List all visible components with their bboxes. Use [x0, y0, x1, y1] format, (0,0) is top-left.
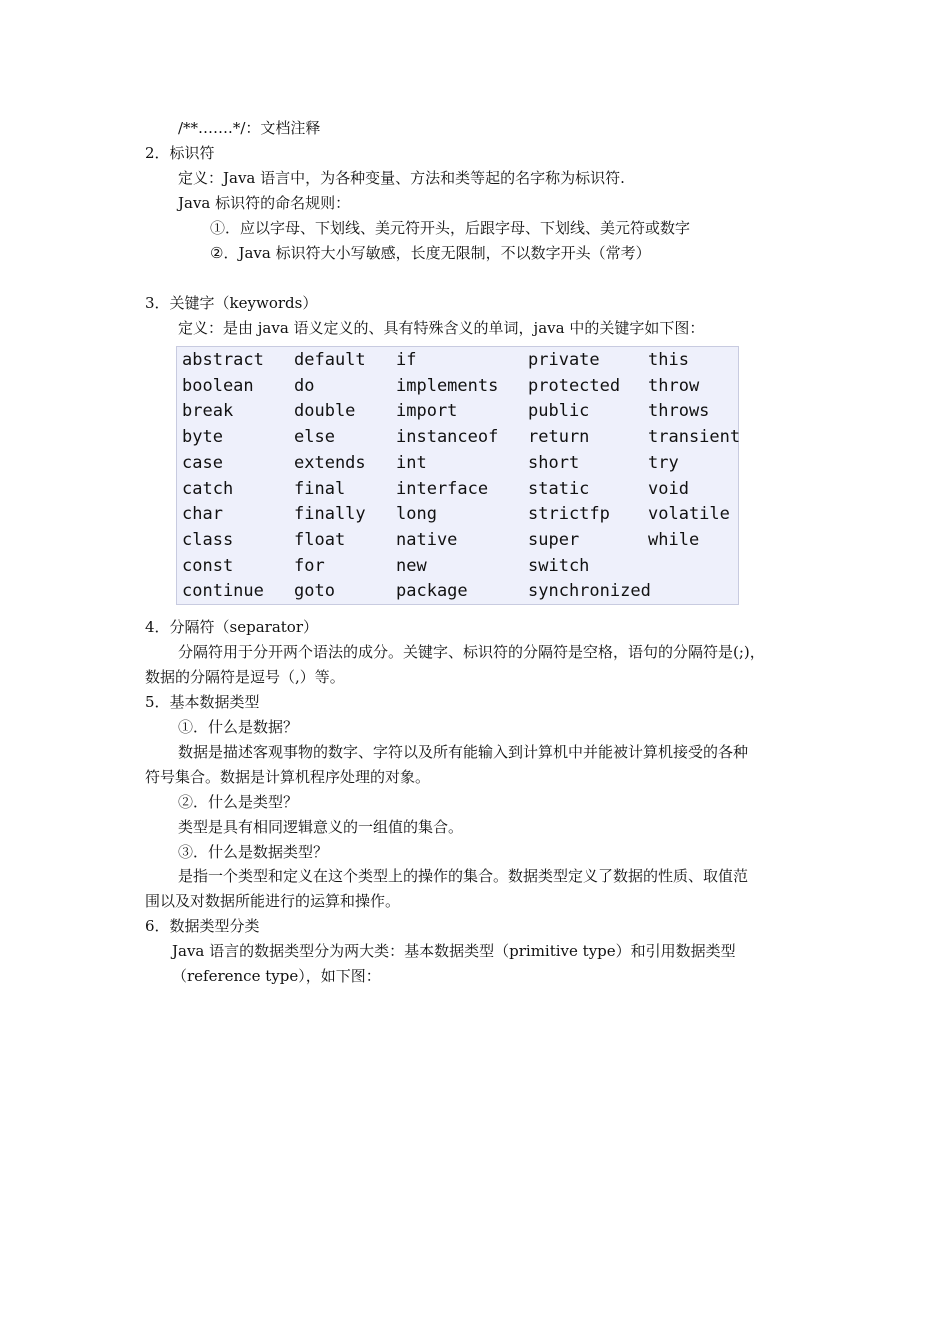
keyword-cell: else	[294, 427, 335, 448]
section-heading-keywords: 3．关键字（keywords）	[145, 294, 318, 312]
keyword-cell: interface	[396, 478, 489, 499]
keyword-cell: this	[648, 350, 689, 370]
data-type-definition-cont: 围以及对数据所能进行的运算和操作。	[145, 892, 401, 910]
section-heading-type-classification: 6．数据类型分类	[145, 917, 260, 935]
keyword-cell: if	[396, 350, 417, 370]
keyword-cell: public	[528, 401, 590, 422]
keyword-cell: int	[396, 452, 427, 473]
doc-comment-line: /**…….*/：文档注释	[178, 119, 321, 137]
keyword-cell: strictfp	[528, 504, 610, 525]
keyword-cell: abstract	[182, 350, 264, 370]
data-type-definition: 是指一个类型和定义在这个类型上的操作的集合。数据类型定义了数据的性质、取值范	[178, 867, 749, 885]
keyword-cell: instanceof	[396, 427, 499, 448]
keyword-cell: break	[182, 401, 234, 422]
keyword-cell: static	[528, 478, 590, 499]
keyword-cell: for	[294, 555, 325, 576]
keyword-cell: const	[182, 555, 234, 576]
keyword-cell: protected	[528, 375, 621, 396]
keyword-cell: final	[294, 478, 346, 499]
keyword-cell: try	[648, 452, 679, 473]
identifier-rule-2: ②．Java 标识符大小写敏感，长度无限制，不以数字开头（常考）	[210, 244, 651, 262]
classification-paragraph-cont: （reference type），如下图：	[172, 967, 381, 985]
keyword-cell: import	[396, 401, 458, 422]
keyword-cell: case	[182, 452, 223, 473]
keyword-cell: package	[396, 581, 468, 602]
keyword-cell: private	[528, 350, 600, 370]
keyword-cell: implements	[396, 375, 499, 396]
keywords-definition: 定义：是由 java 语义定义的、具有特殊含义的单词，java 中的关键字如下图：	[178, 319, 705, 337]
data-definition-cont: 符号集合。数据是计算机程序处理的对象。	[145, 768, 431, 786]
keyword-cell: float	[294, 529, 346, 550]
keyword-cell: short	[528, 452, 580, 473]
keyword-cell: boolean	[182, 375, 254, 396]
keyword-cell: transient	[648, 427, 741, 448]
keyword-cell: byte	[182, 427, 223, 448]
separator-paragraph-cont: 数据的分隔符是逗号（,）等。	[145, 668, 345, 686]
type-definition: 类型是具有相同逻辑意义的一组值的集合。	[178, 818, 464, 836]
keyword-cell: finally	[294, 504, 366, 525]
keyword-cell: synchronized	[528, 581, 651, 602]
keyword-cell: extends	[294, 452, 366, 473]
keyword-cell: double	[294, 401, 356, 422]
keyword-cell: return	[528, 427, 590, 448]
section-heading-identifier: 2．标识符	[145, 144, 215, 162]
keyword-cell: goto	[294, 581, 335, 602]
keywords-table	[176, 346, 739, 605]
question-what-is-type: ②．什么是类型？	[178, 793, 299, 811]
classification-paragraph: Java 语言的数据类型分为两大类：基本数据类型（primitive type）和引用数据类型	[172, 942, 736, 960]
section-heading-basic-types: 5．基本数据类型	[145, 693, 260, 711]
keyword-cell: throws	[648, 401, 710, 422]
keyword-cell: volatile	[648, 504, 730, 525]
separator-paragraph: 分隔符用于分开两个语法的成分。关键字、标识符的分隔符是空格，语句的分隔符是(;)，	[178, 643, 765, 661]
keyword-cell: native	[396, 529, 458, 550]
section-heading-separator: 4．分隔符（separator）	[145, 618, 319, 636]
keyword-cell: new	[396, 555, 427, 576]
keyword-cell: throw	[648, 375, 700, 396]
question-what-is-data-type: ③．什么是数据类型？	[178, 843, 329, 861]
keyword-cell: default	[294, 350, 366, 370]
keyword-cell: char	[182, 504, 223, 525]
data-definition: 数据是描述客观事物的数字、字符以及所有能输入到计算机中并能被计算机接受的各种	[178, 743, 749, 761]
keyword-cell: long	[396, 504, 437, 525]
keyword-cell: while	[648, 529, 700, 550]
keyword-cell: super	[528, 529, 580, 550]
identifier-rule-1: ①．应以字母、下划线、美元符开头，后跟字母、下划线、美元符或数字	[210, 219, 691, 237]
keyword-cell: void	[648, 478, 689, 499]
identifier-definition: 定义：Java 语言中，为各种变量、方法和类等起的名字称为标识符.	[178, 169, 625, 187]
keyword-cell: catch	[182, 478, 234, 499]
question-what-is-data: ①．什么是数据？	[178, 718, 299, 736]
identifier-rules-heading: Java 标识符的命名规则：	[178, 194, 351, 212]
keyword-cell: switch	[528, 555, 590, 576]
keyword-cell: class	[182, 529, 234, 550]
keyword-cell: do	[294, 375, 315, 396]
keyword-cell: continue	[182, 581, 264, 602]
